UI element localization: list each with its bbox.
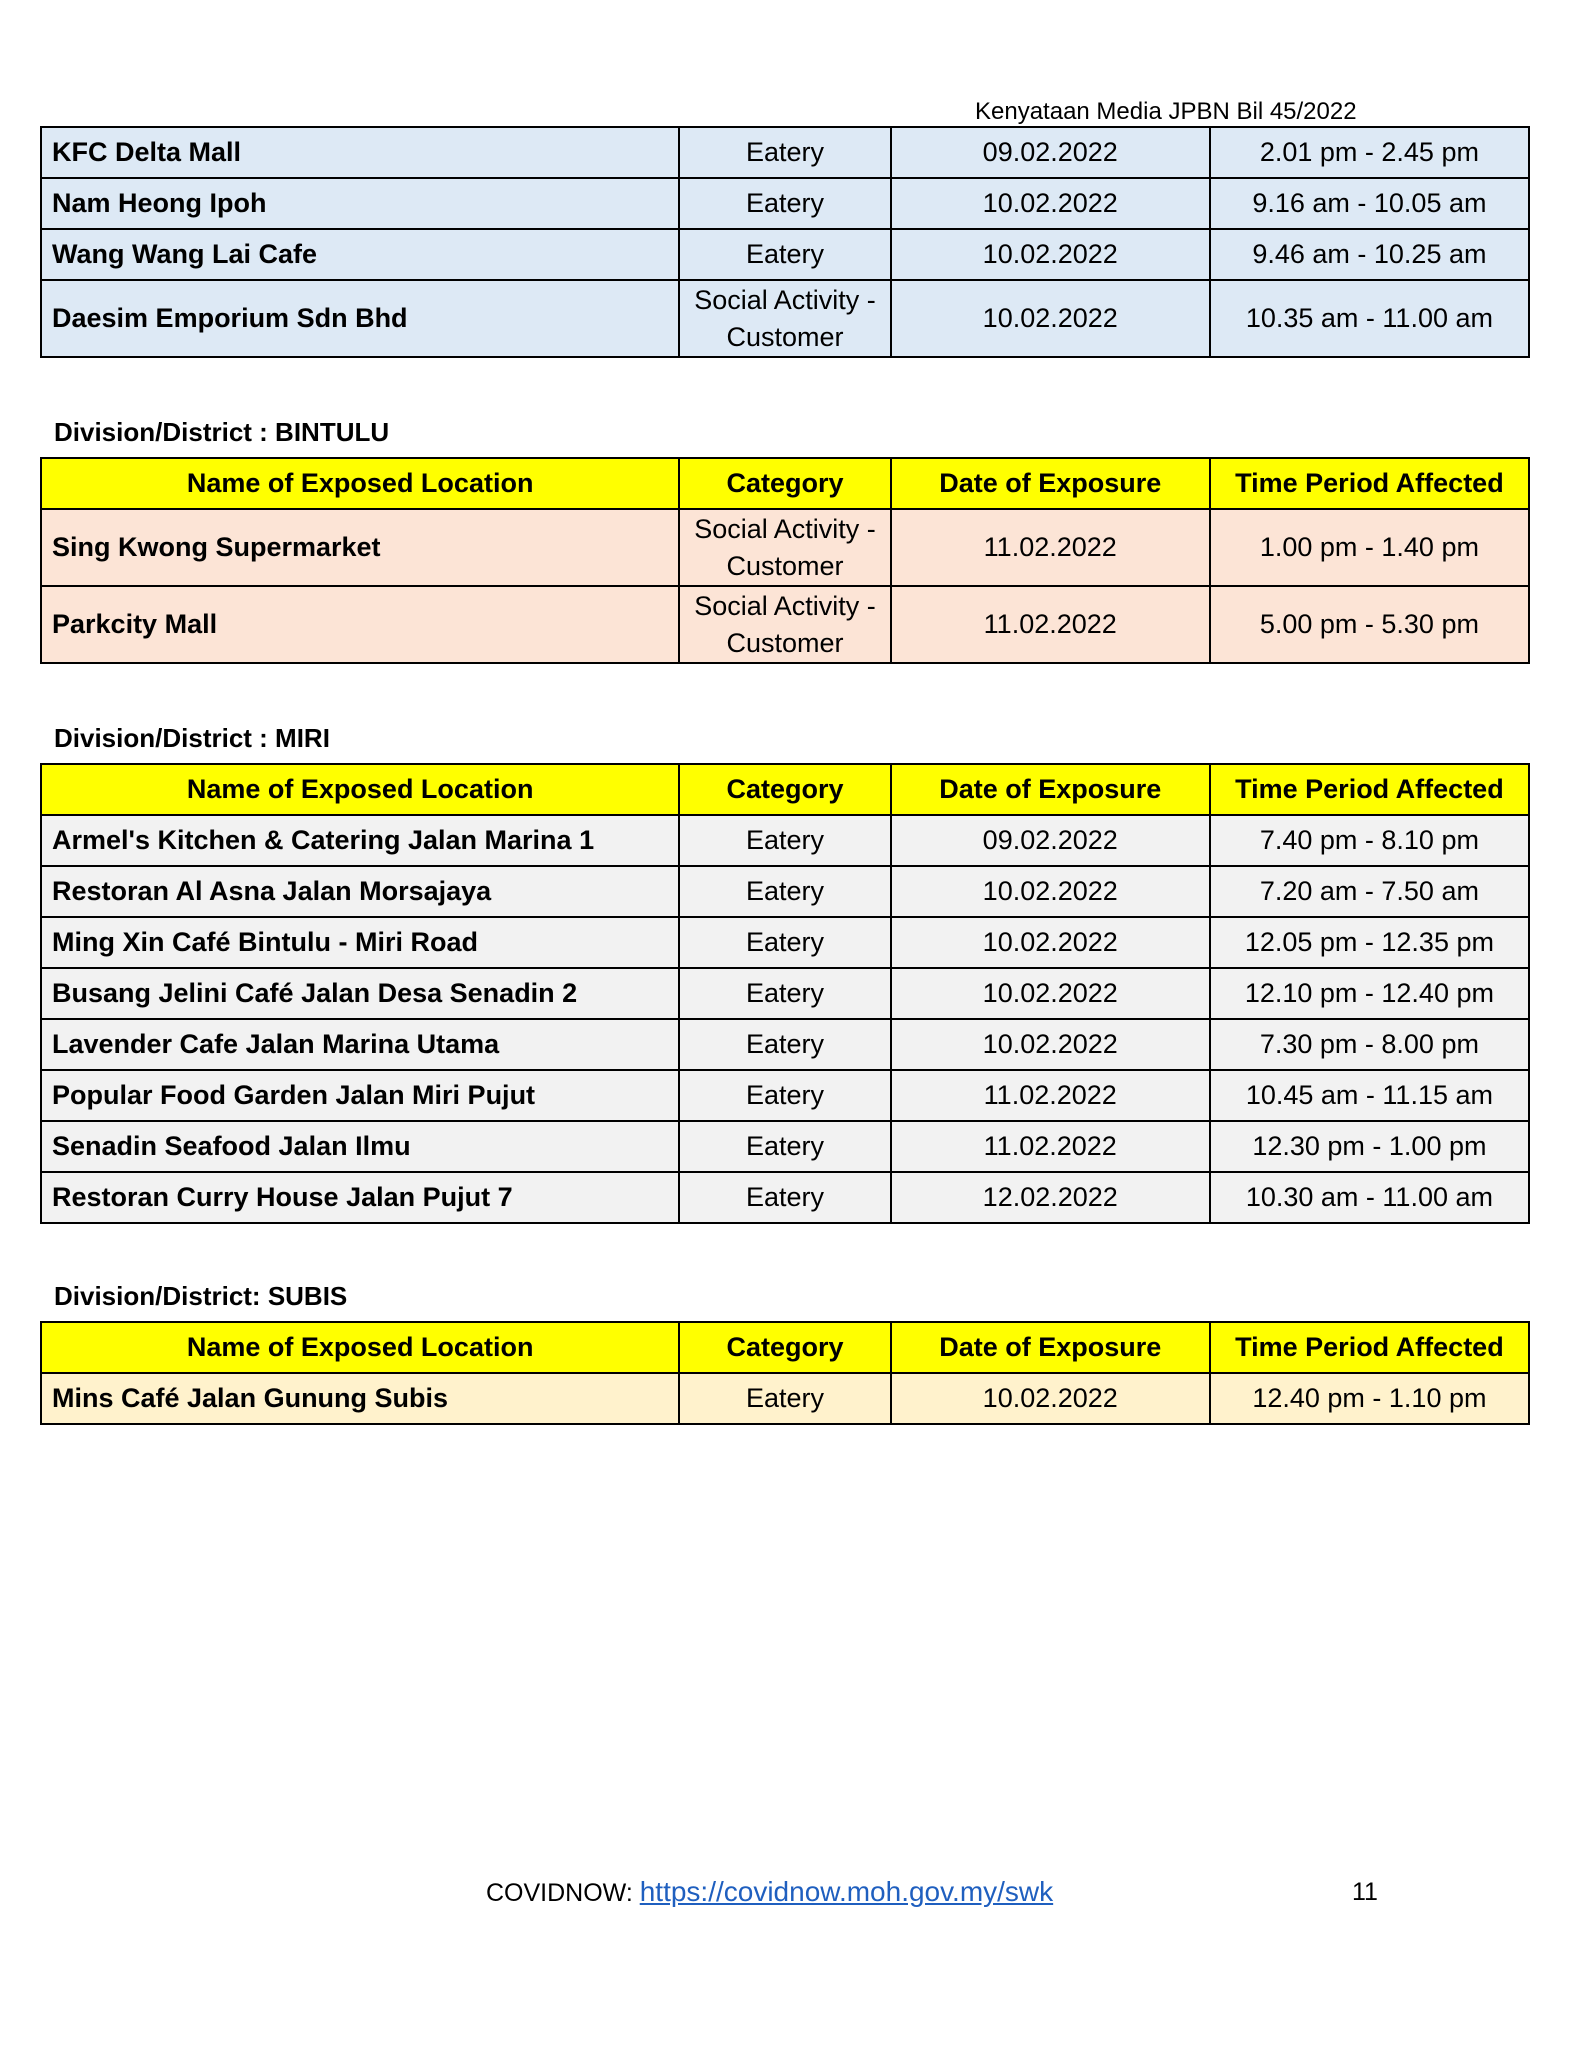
time-period-cell: 2.01 pm - 2.45 pm [1210, 127, 1529, 178]
column-header-time: Time Period Affected [1210, 458, 1529, 509]
category-cell: Eatery [679, 229, 890, 280]
table-row [41, 229, 1529, 280]
covidnow-link[interactable]: https://covidnow.moh.gov.my/swk [639, 1876, 1054, 1907]
location-name-cell: Busang Jelini Café Jalan Desa Senadin 2 [41, 968, 679, 1019]
table-header-row [41, 1322, 1529, 1373]
location-name-cell: Nam Heong Ipoh [41, 178, 679, 229]
time-period-cell: 12.40 pm - 1.10 pm [1210, 1373, 1529, 1424]
time-period-cell: 7.40 pm - 8.10 pm [1210, 815, 1529, 866]
date-cell: 11.02.2022 [891, 509, 1210, 586]
page-number: 11 [1352, 1878, 1378, 1906]
column-header-name: Name of Exposed Location [41, 458, 679, 509]
section-title-subis: Division/District: SUBIS [54, 1281, 348, 1311]
category-cell: Social Activity - Customer [679, 586, 890, 663]
column-header-name: Name of Exposed Location [41, 764, 679, 815]
date-cell: 11.02.2022 [891, 1070, 1210, 1121]
location-name-cell: Wang Wang Lai Cafe [41, 229, 679, 280]
table-row [41, 509, 1529, 586]
table-row [41, 280, 1529, 357]
date-cell: 10.02.2022 [891, 1019, 1210, 1070]
subis-exposure-table [40, 1321, 1530, 1425]
date-cell: 12.02.2022 [891, 1172, 1210, 1223]
date-cell: 10.02.2022 [891, 866, 1210, 917]
location-name-cell: Parkcity Mall [41, 586, 679, 663]
table-row [41, 178, 1529, 229]
column-header-time: Time Period Affected [1210, 764, 1529, 815]
location-name-cell: Ming Xin Café Bintulu - Miri Road [41, 917, 679, 968]
date-cell: 10.02.2022 [891, 280, 1210, 357]
table-row [41, 1373, 1529, 1424]
column-header-category: Category [679, 1322, 890, 1373]
date-cell: 11.02.2022 [891, 1121, 1210, 1172]
category-cell: Social Activity - Customer [679, 280, 890, 357]
category-cell: Eatery [679, 917, 890, 968]
column-header-category: Category [679, 764, 890, 815]
time-period-cell: 5.00 pm - 5.30 pm [1210, 586, 1529, 663]
category-cell: Eatery [679, 866, 890, 917]
category-cell: Eatery [679, 127, 890, 178]
time-period-cell: 7.20 am - 7.50 am [1210, 866, 1529, 917]
location-name-cell: Mins Café Jalan Gunung Subis [41, 1373, 679, 1424]
table-row [41, 127, 1529, 178]
location-name-cell: Lavender Cafe Jalan Marina Utama [41, 1019, 679, 1070]
date-cell: 10.02.2022 [891, 917, 1210, 968]
section-title-bintulu: Division/District : BINTULU [54, 417, 390, 447]
location-name-cell: Senadin Seafood Jalan Ilmu [41, 1121, 679, 1172]
date-cell: 10.02.2022 [891, 178, 1210, 229]
date-cell: 10.02.2022 [891, 968, 1210, 1019]
location-name-cell: KFC Delta Mall [41, 127, 679, 178]
time-period-cell: 10.35 am - 11.00 am [1210, 280, 1529, 357]
category-cell: Eatery [679, 178, 890, 229]
column-header-time: Time Period Affected [1210, 1322, 1529, 1373]
table-row [41, 1070, 1529, 1121]
footer-label: COVIDNOW: [486, 1879, 640, 1907]
column-header-date: Date of Exposure [891, 764, 1210, 815]
table-row [41, 917, 1529, 968]
bintulu-exposure-table [40, 457, 1530, 664]
location-name-cell: Popular Food Garden Jalan Miri Pujut [41, 1070, 679, 1121]
section-title-miri: Division/District : MIRI [54, 723, 330, 753]
table-row [41, 866, 1529, 917]
footer-covidnow [486, 1876, 1053, 1909]
table-row [41, 1172, 1529, 1223]
time-period-cell: 12.05 pm - 12.35 pm [1210, 917, 1529, 968]
location-name-cell: Restoran Al Asna Jalan Morsajaya [41, 866, 679, 917]
time-period-cell: 9.16 am - 10.05 am [1210, 178, 1529, 229]
table-row [41, 586, 1529, 663]
column-header-category: Category [679, 458, 890, 509]
table-row [41, 1121, 1529, 1172]
location-name-cell: Restoran Curry House Jalan Pujut 7 [41, 1172, 679, 1223]
table-row [41, 968, 1529, 1019]
time-period-cell: 10.45 am - 11.15 am [1210, 1070, 1529, 1121]
location-name-cell: Daesim Emporium Sdn Bhd [41, 280, 679, 357]
category-cell: Eatery [679, 968, 890, 1019]
time-period-cell: 12.30 pm - 1.00 pm [1210, 1121, 1529, 1172]
date-cell: 10.02.2022 [891, 229, 1210, 280]
category-cell: Eatery [679, 815, 890, 866]
category-cell: Eatery [679, 1172, 890, 1223]
date-cell: 09.02.2022 [891, 127, 1210, 178]
category-cell: Social Activity - Customer [679, 509, 890, 586]
table-row [41, 815, 1529, 866]
time-period-cell: 7.30 pm - 8.00 pm [1210, 1019, 1529, 1070]
date-cell: 10.02.2022 [891, 1373, 1210, 1424]
time-period-cell: 12.10 pm - 12.40 pm [1210, 968, 1529, 1019]
time-period-cell: 1.00 pm - 1.40 pm [1210, 509, 1529, 586]
location-name-cell: Armel's Kitchen & Catering Jalan Marina 1 [41, 815, 679, 866]
table-row [41, 1019, 1529, 1070]
document-reference: Kenyataan Media JPBN Bil 45/2022 [975, 98, 1357, 125]
category-cell: Eatery [679, 1121, 890, 1172]
date-cell: 09.02.2022 [891, 815, 1210, 866]
table-header-row [41, 458, 1529, 509]
category-cell: Eatery [679, 1070, 890, 1121]
column-header-date: Date of Exposure [891, 458, 1210, 509]
column-header-name: Name of Exposed Location [41, 1322, 679, 1373]
continued-exposure-table [40, 126, 1530, 358]
column-header-date: Date of Exposure [891, 1322, 1210, 1373]
table-header-row [41, 764, 1529, 815]
miri-exposure-table [40, 763, 1530, 1224]
location-name-cell: Sing Kwong Supermarket [41, 509, 679, 586]
category-cell: Eatery [679, 1373, 890, 1424]
category-cell: Eatery [679, 1019, 890, 1070]
time-period-cell: 9.46 am - 10.25 am [1210, 229, 1529, 280]
time-period-cell: 10.30 am - 11.00 am [1210, 1172, 1529, 1223]
date-cell: 11.02.2022 [891, 586, 1210, 663]
